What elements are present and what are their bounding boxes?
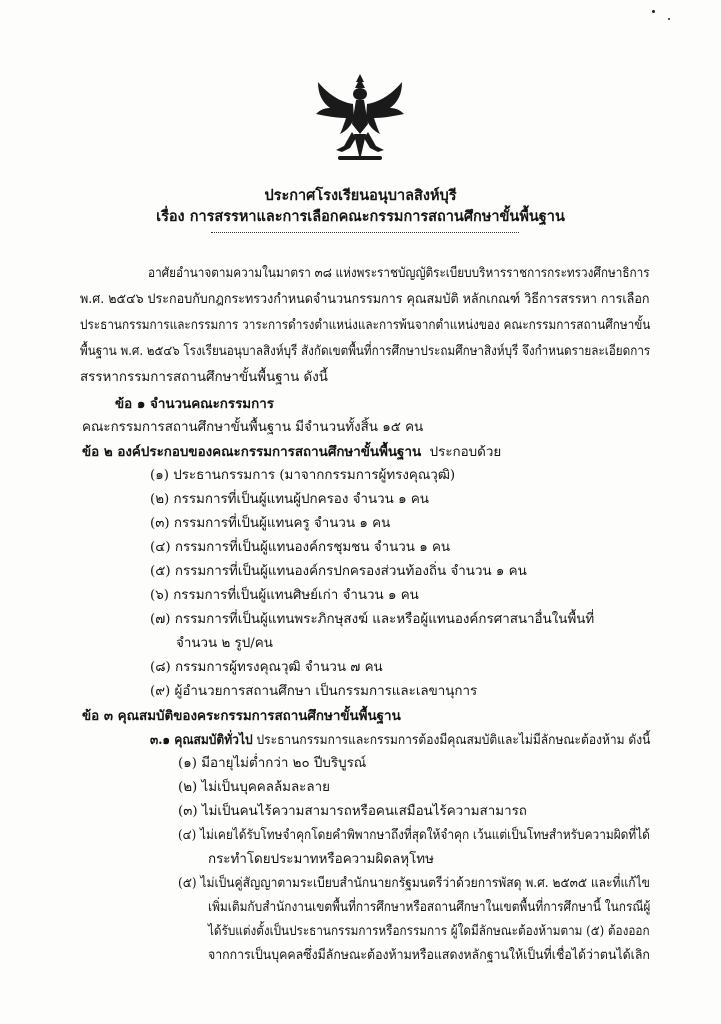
intro-line-4: พื้นฐาน พ.ศ. ๒๕๔๖ โรงเรียนอนุบาลสิงห์บุรี สังกัดเขตพื้นที่การศึกษาประถมศึกษาสิงห์บุรี จึงกำหนดรายละเอียดการ [80, 344, 651, 359]
intro-line-5: สรรหากรรมการสถานศึกษาขั้นพื้นฐาน ดังนี้ [80, 370, 328, 385]
clause-2-item: (๘) กรรมการผู้ทรงคุณวุฒิ จำนวน ๗ คน [150, 660, 383, 675]
clause-3-item: (๕) ไม่เป็นคู่สัญญาตามระเบียบสำนักนายกรัฐมนตรีว่าด้วยการพัสดุ พ.ศ. ๒๕๓๕ และที่แก้ไข [178, 876, 650, 891]
clause-2-item: (๔) กรรมการที่เป็นผู้แทนองค์กรชุมชน จำนวน ๑ คน [150, 540, 451, 555]
clause-2-item: (๙) ผู้อำนวยการสถานศึกษา เป็นกรรมการและเลขานุการ [150, 684, 478, 699]
clause-2-item: (๑) ประธานกรรมการ (มาจากกรรมการผู้ทรงคุณวุฒิ) [150, 468, 456, 483]
scan-speck [668, 18, 670, 20]
clause-3-item: (๔) ไม่เคยได้รับโทษจำคุกโดยคำพิพากษาถึงที่สุดให้จำคุก เว้นแต่เป็นโทษสำหรับความผิดที่ได้ [178, 828, 650, 843]
scan-speck [652, 10, 655, 13]
clause-2-item-continuation: จำนวน ๒ รูป/คน [176, 636, 273, 651]
announcement-subject: เรื่อง การสรรหาและการเลือกคณะกรรมการสถานศึกษาขั้นพื้นฐาน [156, 208, 565, 225]
dotted-divider [211, 232, 519, 233]
intro-line-1: อาศัยอำนาจตามความในมาตรา ๓๘ แห่งพระราชบัญญัติระเบียบบริหารราชการกระทรวงศึกษาธิการ [148, 266, 650, 281]
intro-line-2: พ.ศ. ๒๕๔๖ ประกอบกับกฎกระทรวงกำหนดจำนวนกรรมการ คุณสมบัติ หลักเกณฑ์ วิธีการสรรหา การเลือก [80, 292, 650, 307]
clause-2-item: (๒) กรรมการที่เป็นผู้แทนผู้ปกครอง จำนวน ๑ คน [150, 492, 429, 507]
clause-2-item: (๓) กรรมการที่เป็นผู้แทนครู จำนวน ๑ คน [150, 516, 391, 531]
clause-3-label: ข้อ ๓ คุณสมบัติของคระกรรมการสถานศึกษาขั้นพื้นฐาน [82, 708, 401, 724]
clause-2-item: (๗) กรรมการที่เป็นผู้แทนพระภิกษุสงฆ์ และหรือผู้แทนองค์กรศาสนาอื่นในพื้นที่ [150, 612, 595, 627]
clause-3-1-label: ๓.๑ คุณสมบัติทั่วไป [150, 732, 253, 748]
clause-3-item: (๑) มีอายุไม่ต่ำกว่า ๒๐ ปีบริบูรณ์ [178, 756, 367, 771]
clause-3-1-text: ประธานกรรมการและกรรมการต้องมีคุณสมบัติและไม่มีลักษณะต้องห้าม ดังนี้ [256, 733, 651, 748]
announcement-title: ประกาศโรงเรียนอนุบาลสิงห์บุรี [264, 187, 457, 204]
clause-3-item-continuation: จากการเป็นบุคคลซึ่งมีลักษณะต้องห้ามหรือแสดงหลักฐานให้เป็นที่เชื่อได้ว่าตนได้เลิก [208, 948, 650, 963]
clause-3-item-continuation: ได้รับแต่งตั้งเป็นประธานกรรมการหรือกรรมการ ผู้ใดมีลักษณะต้องห้ามตาม (๕) ต้องออก [208, 924, 650, 939]
clause-3-item-continuation: กระทำโดยประมาทหรือความผิดลหุโทษ [208, 852, 434, 867]
clause-2-item: (๖) กรรมการที่เป็นผู้แทนศิษย์เก่า จำนวน ๑ คน [150, 588, 419, 603]
intro-line-3: ประธานกรรมการและกรรมการ วาระการดำรงตำแหน่งและการพ้นจากตำแหน่งของ คณะกรรมการสถานศึกษาขั้น [80, 318, 651, 333]
clause-3-1-heading [150, 730, 650, 751]
garuda-emblem-icon [312, 72, 408, 164]
clause-3-item-continuation: เพิ่มเติมกับสำนักงานเขตพื้นที่การศึกษาหรือสถานศึกษาในเขตพื้นที่การศึกษานี้ ในกรณีผู้ [208, 900, 651, 915]
clause-3-item: (๓) ไม่เป็นคนไร้ความสามารถหรือคนเสมือนไร้ความสามารถ [178, 804, 527, 819]
clause-3-item: (๒) ไม่เป็นบุคคลล้มละลาย [178, 780, 330, 795]
clause-1-label: ข้อ ๑ จำนวนคณะกรรมการ [115, 396, 274, 412]
clause-2-label: ข้อ ๒ องค์ประกอบของคณะกรรมการสถานศึกษาขั้นพื้นฐาน [82, 444, 422, 460]
clause-1-text: คณะกรรมการสถานศึกษาขั้นพื้นฐาน มีจำนวนทั้งสิ้น ๑๕ คน [82, 420, 424, 435]
clause-2-suffix: ประกอบด้วย [429, 445, 502, 460]
clause-2-heading [82, 442, 501, 463]
clause-2-item: (๕) กรรมการที่เป็นผู้แทนองค์กรปกครองส่วนท้องถิ่น จำนวน ๑ คน [150, 564, 527, 579]
